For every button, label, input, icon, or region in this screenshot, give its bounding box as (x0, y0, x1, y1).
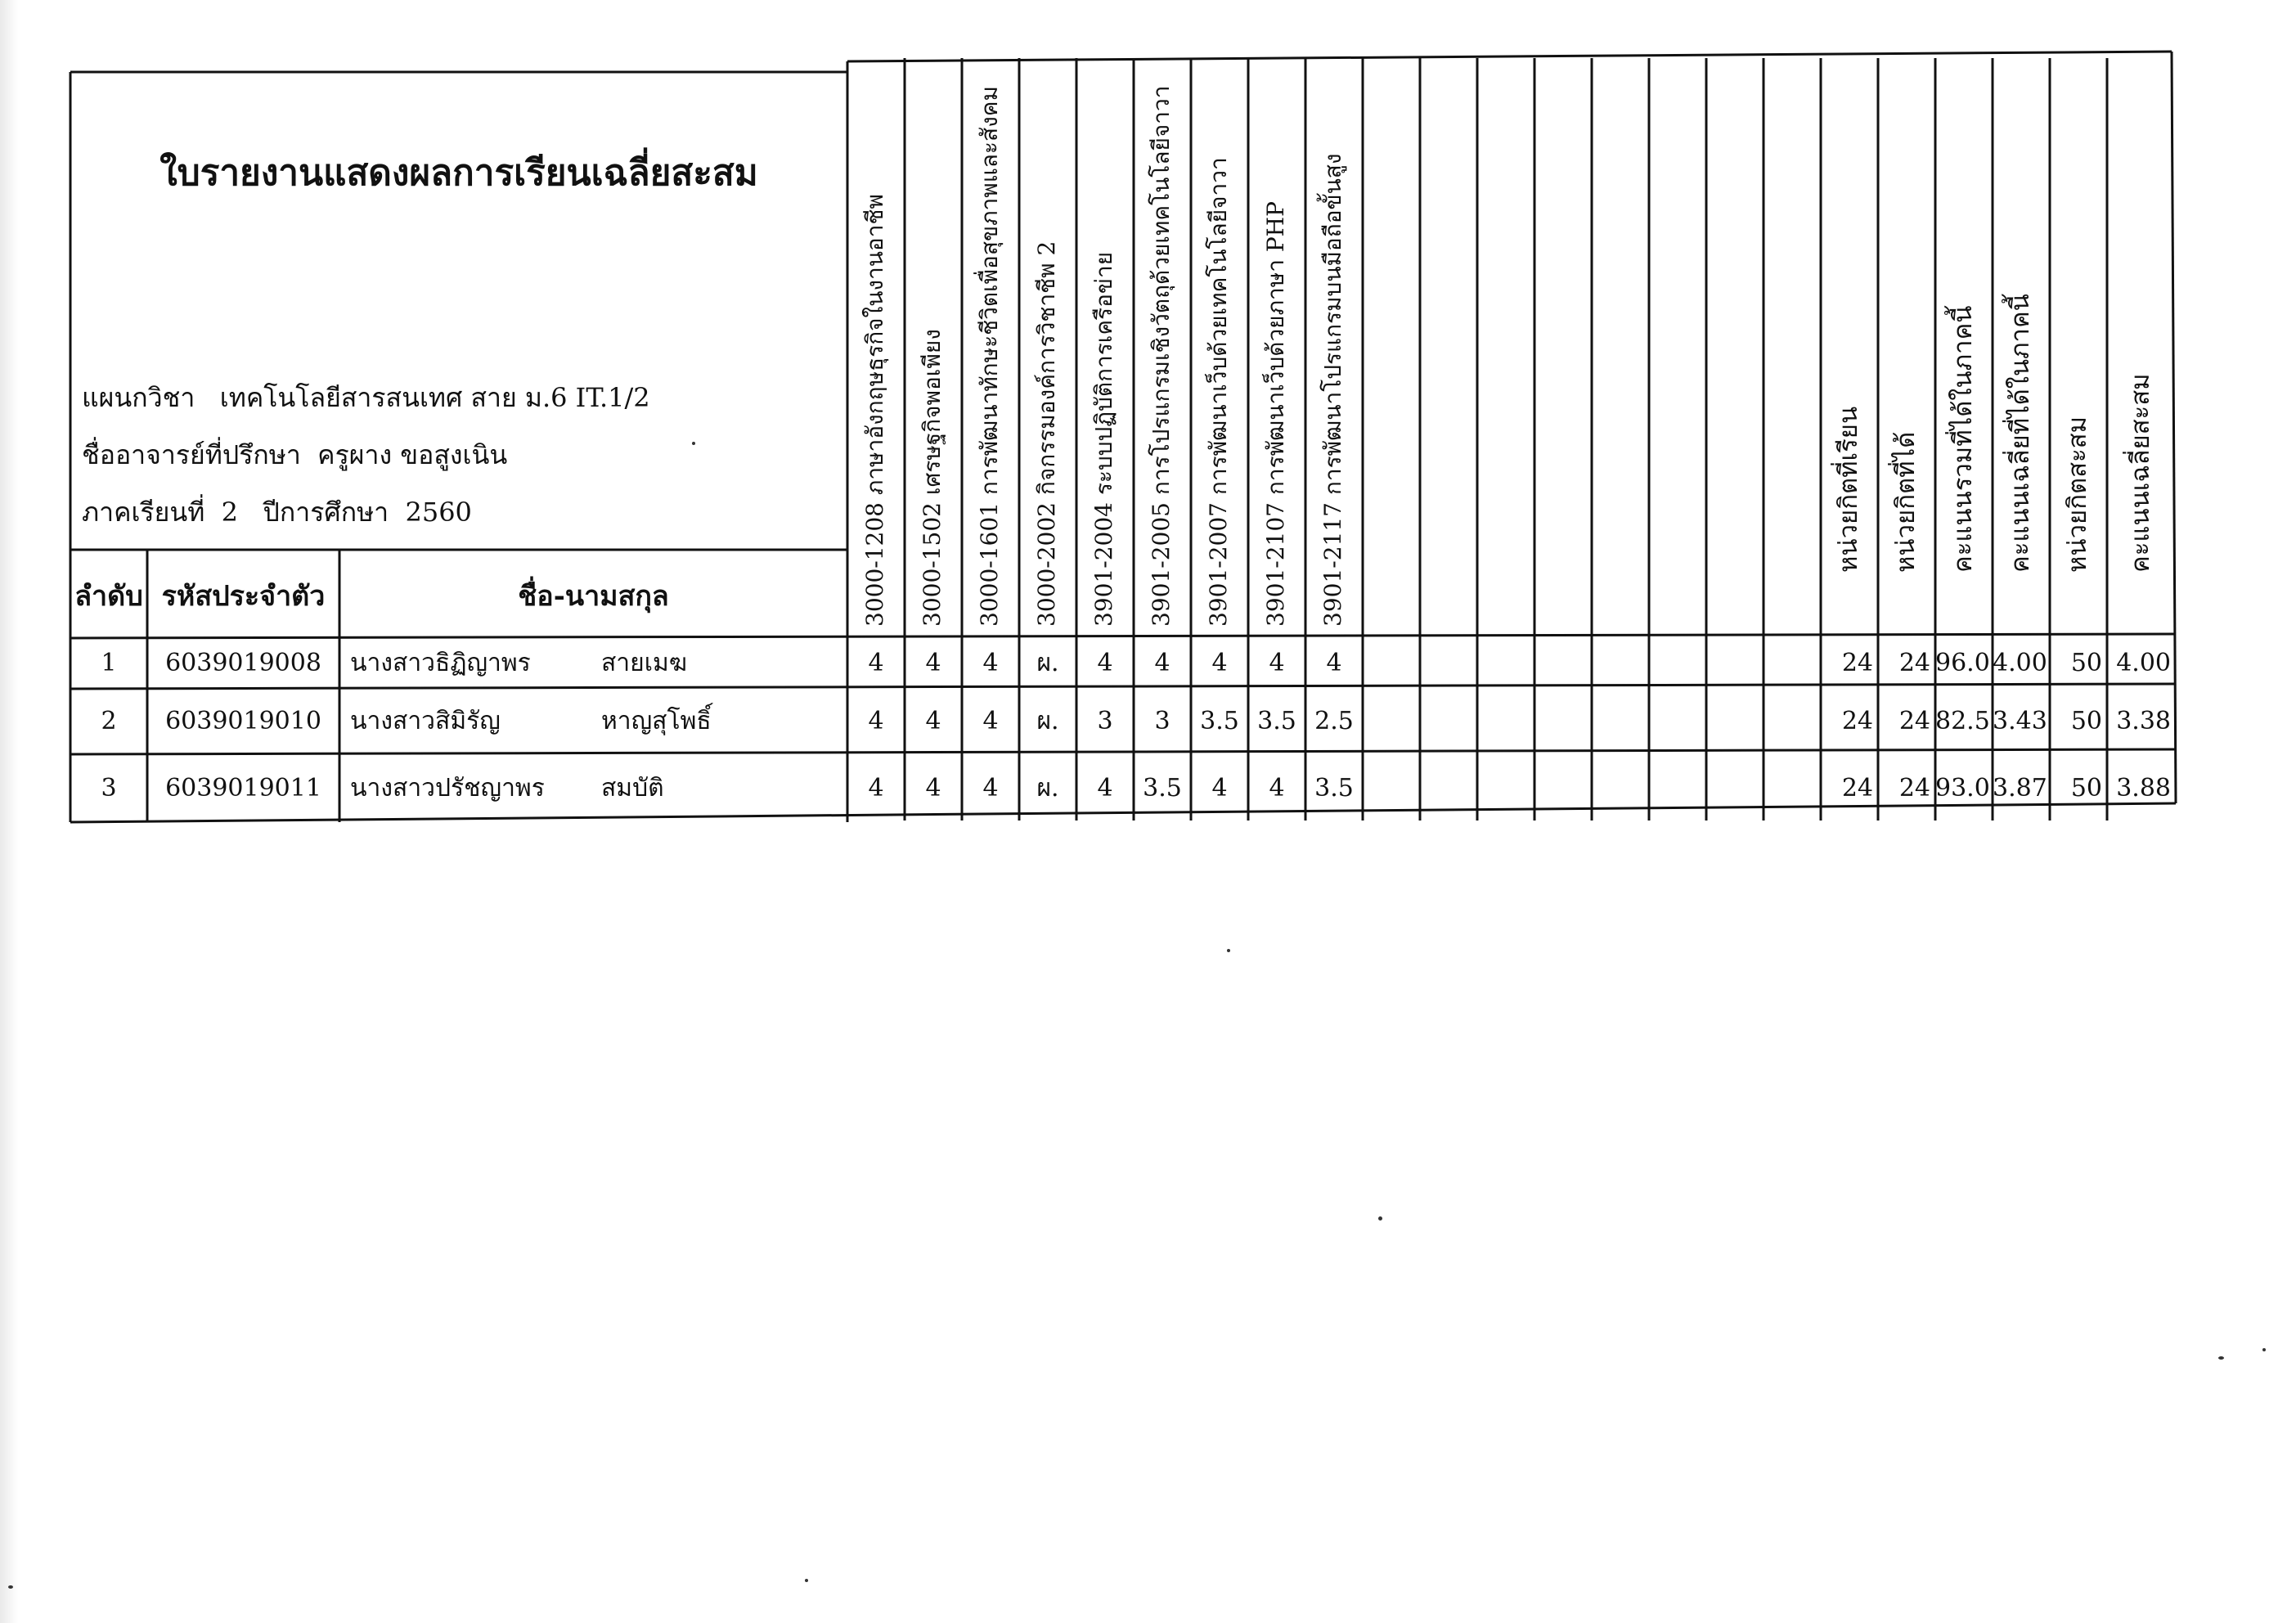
grade-cell: 4 (1326, 649, 1342, 677)
summary-cell: 3.88 (2116, 773, 2171, 803)
summary-header: หน่วยกิตที่ได้ (1891, 431, 1921, 573)
row-number: 2 (101, 707, 117, 735)
summary-cell: 3.38 (2116, 707, 2171, 735)
grade-cell: 3.5 (1314, 773, 1354, 803)
grade-cell: 4 (982, 707, 999, 735)
student-id: 6039019011 (165, 773, 321, 803)
grade-cell: 4 (925, 773, 941, 803)
year-value: 2560 (405, 497, 472, 528)
scan-speck (1227, 949, 1230, 952)
semester-line (82, 497, 472, 528)
scan-speck (805, 1579, 808, 1582)
summary-cell: 24 (1898, 773, 1930, 803)
student-id: 6039019008 (165, 649, 321, 677)
scan-speck (692, 442, 695, 445)
summary-cell: 96.0 (1935, 649, 1990, 677)
grade-cell: ผ. (1036, 649, 1059, 677)
grade-cell: 4 (1154, 649, 1170, 677)
subject-header: 3901-2007 การพัฒนาเว็บด้วยเทคโนโลยีจาวา (1205, 157, 1232, 627)
grade-cell: 4 (868, 707, 884, 735)
department-label: แผนกวิชา (82, 382, 195, 413)
grade-cell: 4 (1097, 649, 1113, 677)
summary-cell: 3.87 (1993, 773, 2047, 803)
student-first-name: นางสาวธิฏิญาพร (350, 649, 531, 677)
student-first-name: นางสาวสิมิรัญ (350, 707, 501, 735)
summary-cell: 4.00 (1993, 649, 2047, 677)
scan-speck (2218, 1356, 2224, 1360)
column-header-student-id: รหัสประจำตัว (161, 580, 326, 613)
subject-header: 3901-2107 การพัฒนาเว็บด้วยภาษา PHP (1262, 201, 1289, 627)
subject-header: 3000-1502 เศรษฐกิจพอเพียง (919, 329, 946, 627)
department-value: เทคโนโลยีสารสนเทศ สาย ม.6 IT.1/2 (219, 382, 650, 413)
student-last-name: สมบัติ (601, 773, 664, 803)
summary-header: คะแนนเฉลี่ยที่ได้ในภาคนี้ (2006, 294, 2035, 573)
summary-cell: 82.5 (1935, 707, 1990, 735)
grade-cell: 4 (925, 649, 941, 677)
summary-cell: 93.0 (1935, 773, 1990, 803)
grade-cell: 4 (1211, 649, 1228, 677)
summary-cell: 3.43 (1993, 707, 2047, 735)
student-last-name: หาญสุโพธิ์ (601, 707, 712, 735)
year-label: ปีการศึกษา (263, 497, 389, 528)
grade-cell: 4 (1269, 649, 1285, 677)
summary-cell: 24 (1898, 707, 1930, 735)
column-header-name: ชื่อ-นามสกุล (518, 580, 669, 613)
grade-cell: 4 (868, 649, 884, 677)
student-last-name: สายเมฆ (601, 649, 688, 677)
grade-cell: 3.5 (1143, 773, 1182, 803)
advisor-label: ชื่ออาจารย์ที่ปรึกษา (82, 439, 301, 470)
grade-cell: 4 (925, 707, 941, 735)
scan-speck (1378, 1216, 1382, 1221)
subject-header: 3901-2005 การโปรแกรมเชิงวัตถุด้วยเทคโนโลยีจาวา (1148, 85, 1175, 627)
department-line (82, 384, 650, 411)
summary-cell: 24 (1841, 649, 1873, 677)
grade-cell: 4 (982, 773, 999, 803)
row-number: 3 (101, 773, 117, 803)
subject-header: 3000-1208 ภาษาอังกฤษธุรกิจในงานอาชีพ (861, 194, 888, 627)
subject-header: 3000-2002 กิจกรรมองค์การวิชาชีพ 2 (1033, 241, 1060, 627)
semester-label: ภาคเรียนที่ (82, 497, 205, 528)
grade-cell: 3 (1154, 707, 1170, 735)
scan-speck (8, 1585, 13, 1589)
grade-cell: 2.5 (1314, 707, 1354, 735)
grade-cell: ผ. (1036, 707, 1059, 735)
column-header-no: ลำดับ (74, 580, 143, 613)
summary-cell: 24 (1841, 773, 1873, 803)
summary-header: คะแนนเฉลี่ยสะสม (2126, 373, 2155, 573)
grade-cell: 4 (982, 649, 999, 677)
advisor-line (82, 439, 508, 470)
grade-cell: 4 (1211, 773, 1228, 803)
summary-cell: 24 (1841, 707, 1873, 735)
subject-header: 3901-2117 การพัฒนาโปรแกรมบนมือถือขั้นสูง (1319, 153, 1346, 627)
grade-cell: 4 (1269, 773, 1285, 803)
summary-cell: 4.00 (2116, 649, 2171, 677)
semester-value: 2 (221, 497, 239, 528)
summary-header: หน่วยกิตสะสม (2063, 416, 2092, 573)
grade-cell: 3.5 (1257, 707, 1296, 735)
summary-cell: 24 (1898, 649, 1930, 677)
summary-cell: 50 (2070, 707, 2102, 735)
summary-header: หน่วยกิตที่เรียน (1834, 406, 1863, 573)
grade-cell: ผ. (1036, 773, 1059, 803)
grade-cell: 3.5 (1200, 707, 1239, 735)
subject-header: 3000-1601 การพัฒนาทักษะชีวิตเพื่อสุขภาพและสังคม (976, 86, 1003, 627)
summary-header: คะแนนรวมที่ได้ในภาคนี้ (1948, 305, 1978, 573)
student-first-name: นางสาวปรัชญาพร (350, 773, 545, 803)
summary-cell: 50 (2070, 649, 2102, 677)
grade-cell: 3 (1097, 707, 1113, 735)
summary-cell: 50 (2070, 773, 2102, 803)
report-title: ใบรายงานแสดงผลการเรียนเฉลี่ยสะสม (160, 152, 758, 194)
scan-speck (2262, 1348, 2266, 1351)
subject-header: 3901-2004 ระบบปฏิบัติการเครือข่าย (1090, 251, 1117, 627)
grade-cell: 4 (1097, 773, 1113, 803)
row-number: 1 (101, 649, 117, 677)
advisor-value: ครูผาง ขอสูงเนิน (317, 439, 508, 470)
grade-cell: 4 (868, 773, 884, 803)
student-id: 6039019010 (165, 707, 321, 735)
